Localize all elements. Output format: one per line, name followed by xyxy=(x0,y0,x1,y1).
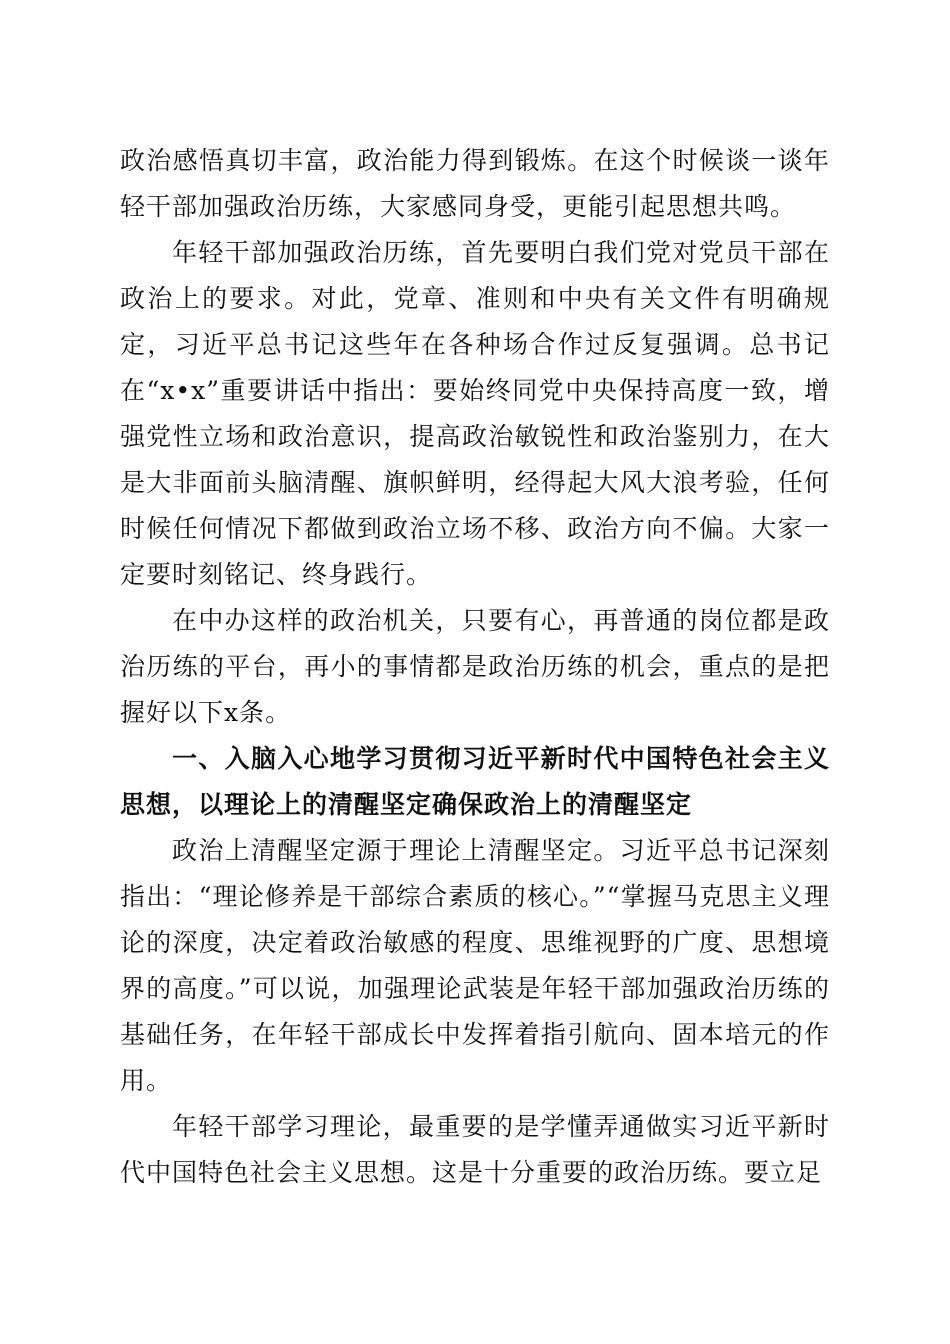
document-body xyxy=(120,138,830,1196)
paragraph-political-organ: 在中办这样的政治机关，只要有心，再普通的岗位都是政治历练的平台，再小的事情都是政治历练的机会，重点的是把握好以下x条。 xyxy=(120,606,830,727)
section-heading-1: 一、入脑入心地学习贯彻习近平新时代中国特色社会主义思想，以理论上的清醒坚定确保政治上的清醒坚定 xyxy=(120,744,830,819)
paragraph-continuation: 政治感悟真切丰富，政治能力得到锻炼。在这个时候谈一谈年轻干部加强政治历练，大家感同身受，更能引起思想共鸣。 xyxy=(120,146,830,221)
paragraph-learning-theory: 年轻干部学习理论，最重要的是学懂弄通做实习近平新时代中国特色社会主义思想。这是十分重要的政治历练。要立足 xyxy=(120,1112,830,1187)
paragraph-theory-cultivation: 政治上清醒坚定源于理论上清醒坚定。习近平总书记深刻指出：“理论修养是干部综合素质的核心。”“掌握马克思主义理论的深度，决定着政治敏感的程度、思维视野的广度、思想境界的高度。”可以说，加强理论武装是年轻干部加强政治历练的基础任务，在年轻干部成长中发挥着指引航向、固本培元的作用。 xyxy=(120,836,830,1095)
paragraph-political-requirements: 年轻干部加强政治历练，首先要明白我们党对党员干部在政治上的要求。对此，党章、准则和中央有关文件有明确规定，习近平总书记这些年在各种场合作过反复强调。总书记在“x•x”重要讲话中指出：要始终同党中央保持高度一致，增强党性立场和政治意识，提高政治敏锐性和政治鉴别力，在大是大非面前头脑清醒、旗帜鲜明，经得起大风大浪考验，任何时候任何情况下都做到政治立场不移、政治方向不偏。大家一定要时刻铭记、终身践行。 xyxy=(120,238,830,589)
